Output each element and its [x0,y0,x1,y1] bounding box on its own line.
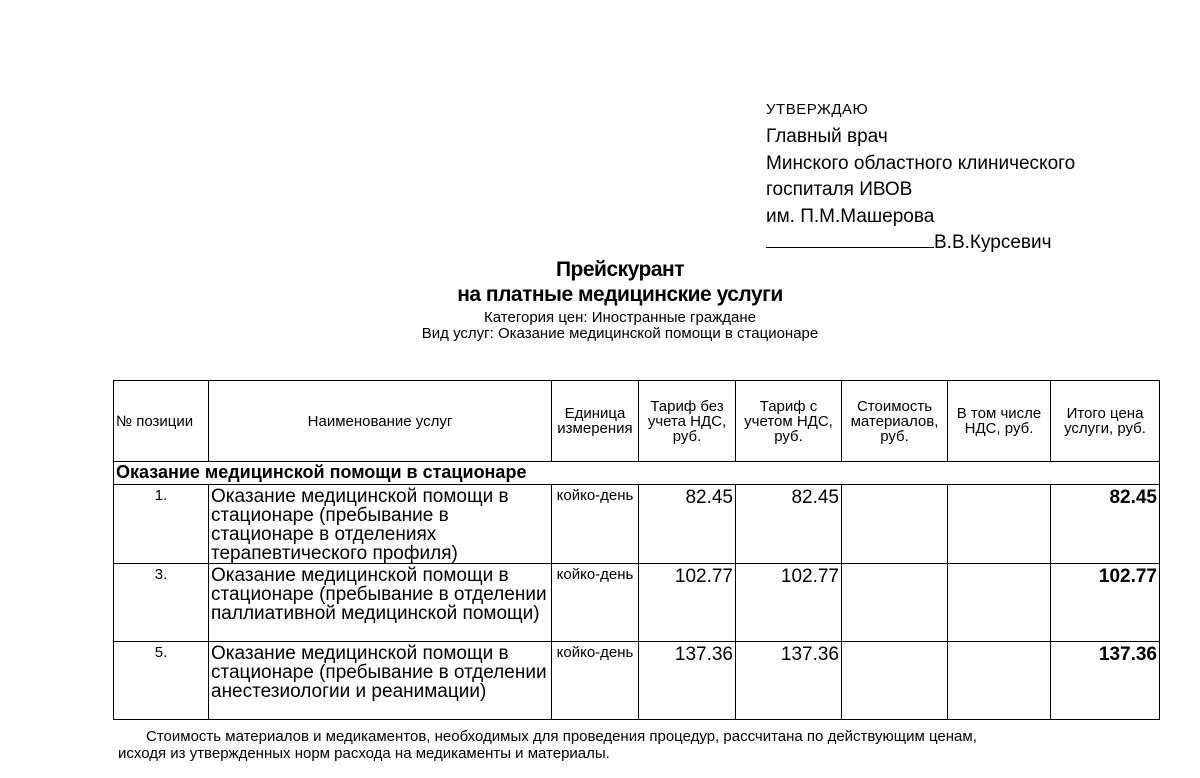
row-num: 5. [114,642,209,720]
table-row [114,485,1160,564]
row-materials [842,485,948,564]
col-header-tariff-vat: Тариф с учетом НДС, руб. [736,381,842,462]
row-vat [948,564,1051,642]
col-header-vat: В том числе НДС, руб. [948,381,1051,462]
table-header-row [114,381,1160,462]
row-num: 3. [114,564,209,642]
footnote-line1 [118,728,1118,745]
row-total: 82.45 [1051,485,1160,564]
signature-blank [766,230,934,248]
approval-block [766,100,1075,257]
row-vat [948,642,1051,720]
row-num: 1. [114,485,209,564]
service-type: Вид услуг: Оказание медицинской помощи в стационаре [421,325,819,342]
footnote-line2: исходя из утвержденных норм расхода на медикаменты и материалы. [118,745,610,762]
row-unit: койко-день [552,485,639,564]
row-total: 137.36 [1051,642,1160,720]
row-tariff-vat: 137.36 [736,642,842,720]
approval-org-line3: им. П.М.Машерова [766,205,935,227]
table-row [114,642,1160,720]
col-header-num: № позиции [114,381,209,462]
row-service-name: Оказание медицинской помощи в стационаре (пребывание в отделении паллиативной медицинской помощи) [209,564,552,642]
row-materials [842,564,948,642]
row-materials [842,642,948,720]
row-service-name: Оказание медицинской помощи в стационаре (пребывание в стационаре в отделениях терапевтического профиля) [209,485,552,564]
approval-signer: В.В.Курсевич [934,232,1052,253]
row-tariff-vat: 102.77 [736,564,842,642]
document-subtitle: на платные медицинские услуги [457,283,783,306]
footnote-line1-text: Стоимость материалов и медикаментов, необходимых для проведения процедур, рассчитана по действующим ценам, [146,728,977,745]
row-vat [948,485,1051,564]
section-title: Оказание медицинской помощи в стационаре [114,462,1160,485]
row-service-name: Оказание медицинской помощи в стационаре (пребывание в отделении анестезиологии и реанимации) [209,642,552,720]
col-header-name: Наименование услуг [209,381,552,462]
footnote [118,728,1118,762]
row-tariff-vat: 82.45 [736,485,842,564]
row-tariff-no-vat: 137.36 [639,642,736,720]
row-total: 102.77 [1051,564,1160,642]
approval-header: УТВЕРЖДАЮ [766,101,869,118]
row-unit: койко-день [552,642,639,720]
row-tariff-no-vat: 102.77 [639,564,736,642]
approval-position: Главный врач [766,126,888,147]
col-header-unit: Единица измерения [552,381,639,462]
price-table [113,380,1160,720]
table-row [114,564,1160,642]
approval-org-line1: Минского областного клинического [766,152,1076,174]
col-header-materials: Стоимость материалов, руб. [842,381,948,462]
approval-signature-line [766,230,1075,257]
row-tariff-no-vat: 82.45 [639,485,736,564]
col-header-tariff-no-vat: Тариф без учета НДС, руб. [639,381,736,462]
price-category: Категория цен: Иностранные граждане [484,309,756,326]
row-unit: койко-день [552,564,639,642]
col-header-total: Итого цена услуги, руб. [1051,381,1160,462]
document-title: Прейскурант [555,258,685,281]
section-row [114,462,1160,485]
approval-org-line2: госпиталя ИВОВ [766,179,913,200]
